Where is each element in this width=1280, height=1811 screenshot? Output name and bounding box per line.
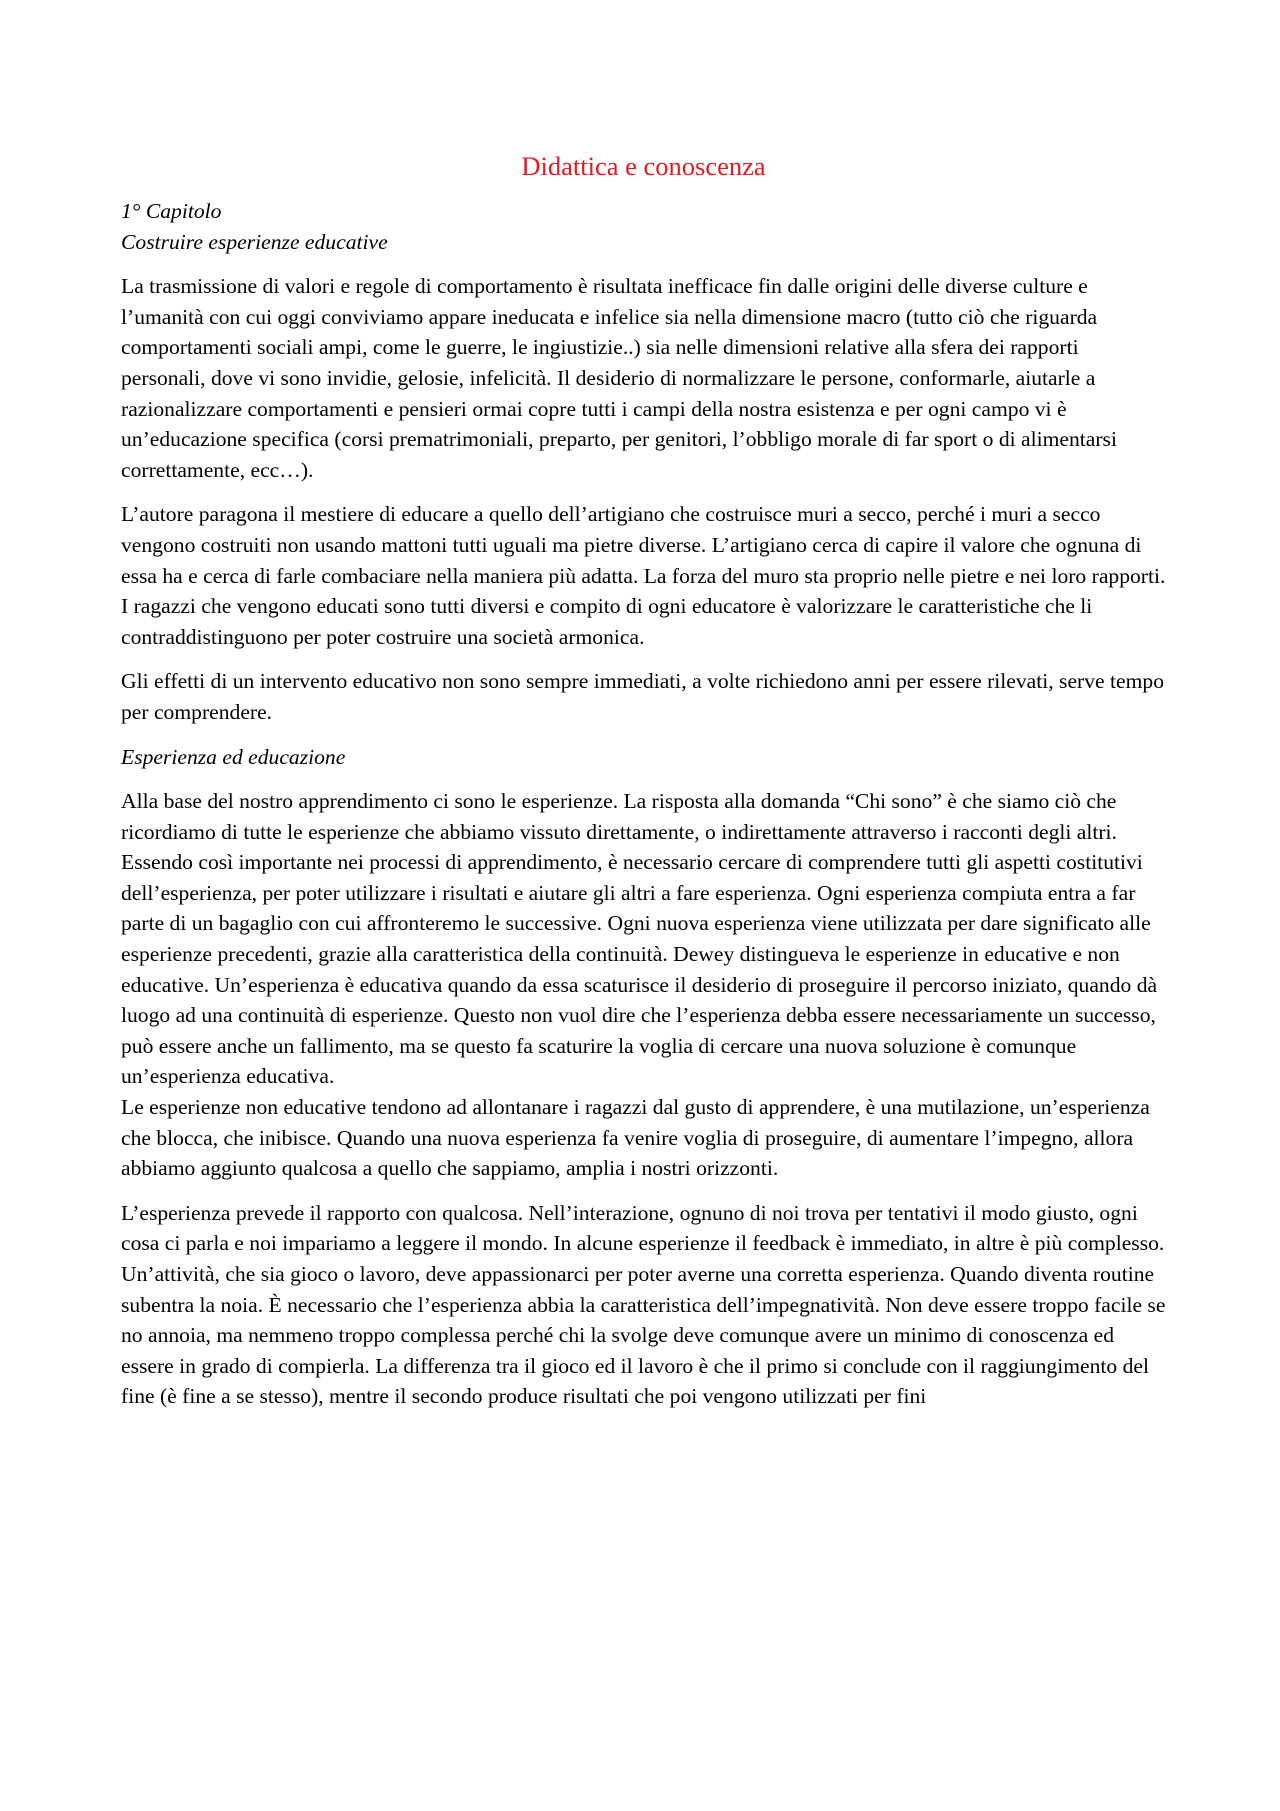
- chapter-number: 1° Capitolo: [121, 199, 222, 223]
- paragraph: Le esperienze non educative tendono ad allontanare i ragazzi dal gusto di apprendere, è una mutilazione, un’esperienza che blocca, che inibisce. Quando una nuova esperienza fa venire voglia di proseguire, di aumentare l’impegno, allora abbiamo aggiunto qualcosa a quello che sappiamo, amplia i nostri orizzonti.: [121, 1095, 1150, 1181]
- paragraph: Un’attività, che sia gioco o lavoro, deve appassionarci per poter averne una corretta esperienza. Quando diventa routine subentra la noia. È necessario che l’esperienza abbia la caratteristica dell’impegnatività. Non deve essere troppo facile se no annoia, ma nemmeno troppo complessa perché chi la svolge deve comunque avere un minimo di conoscenza ed essere in grado di compierla. La differenza tra il gioco ed il lavoro è che il primo si conclude con il raggiungimento del fine (è fine a se stesso), mentre il secondo produce risultati che poi vengono utilizzati per fini: [121, 1262, 1166, 1409]
- paragraph: Gli effetti di un intervento educativo non sono sempre immediati, a volte richiedono anni per essere rilevati, serve tempo per comprendere.: [121, 669, 1164, 724]
- section-heading: Esperienza ed educazione: [121, 744, 346, 769]
- paragraph: La trasmissione di valori e regole di comportamento è risultata inefficace fin dalle origini delle diverse culture e l’umanità con cui oggi conviviamo appare ineducata e infelice sia nella dimensione macro (tutto ciò che riguarda comportamenti sociali ampi, come le guerre, le ingiustizie..) sia nelle dimensioni relative alla sfera dei rapporti personali, dove vi sono invidie, gelosie, infelicità. Il desiderio di normalizzare le persone, conformarle, aiutarle a razionalizzare comportamenti e pensieri ormai copre tutti i campi della nostra esistenza e per ogni campo vi è un’educazione specifica (corsi prematrimoniali, preparto, per genitori, l’obbligo morale di far sport o di alimentarsi correttamente, ecc…).: [121, 274, 1117, 482]
- document-body: [121, 150, 1166, 1412]
- paragraph: L’autore paragona il mestiere di educare a quello dell’artigiano che costruisce muri a secco, perché i muri a secco vengono costruiti non usando mattoni tutti uguali ma pietre diverse. L’artigiano cerca di capire il valore che ognuna di essa ha e cerca di farle combaciare nella maniera più adatta. La forza del muro sta proprio nelle pietre e nei loro rapporti. I ragazzi che vengono educati sono tutti diversi e compito di ogni educatore è valorizzare le caratteristiche che li contraddistinguono per poter costruire una società armonica.: [121, 502, 1166, 649]
- paragraph: Alla base del nostro apprendimento ci sono le esperienze. La risposta alla domanda “Chi sono” è che siamo ciò che ricordiamo di tutte le esperienze che abbiamo vissuto direttamente, o indirettamente attraverso i racconti degli altri. Essendo così importante nei processi di apprendimento, è necessario cercare di comprendere tutti gli aspetti costitutivi dell’esperienza, per poter utilizzare i risultati e aiutare gli altri a fare esperienza. Ogni esperienza compiuta entra a far parte di un bagaglio con cui affronteremo le successive. Ogni nuova esperienza viene utilizzata per dare significato alle esperienze precedenti, grazie alla caratteristica della continuità. Dewey distingueva le esperienze in educative e non educative. Un’esperienza è educativa quando da essa scaturisce il desiderio di proseguire il percorso iniziato, quando dà luogo ad una continuità di esperienze. Questo non vuol dire che l’esperienza debba essere necessariamente un successo, può essere anche un fallimento, ma se questo fa scaturire la voglia di cercare una nuova soluzione è comunque un’esperienza educativa.: [121, 789, 1158, 1089]
- document-title: Didattica e conoscenza: [521, 151, 766, 181]
- chapter-subtitle: Costruire esperienze educative: [121, 229, 388, 254]
- paragraph: L’esperienza prevede il rapporto con qualcosa. Nell’interazione, ognuno di noi trova per tentativi il modo giusto, ogni cosa ci parla e noi impariamo a leggere il mondo. In alcune esperienze il feedback è immediato, in altre è più complesso.: [121, 1200, 1165, 1256]
